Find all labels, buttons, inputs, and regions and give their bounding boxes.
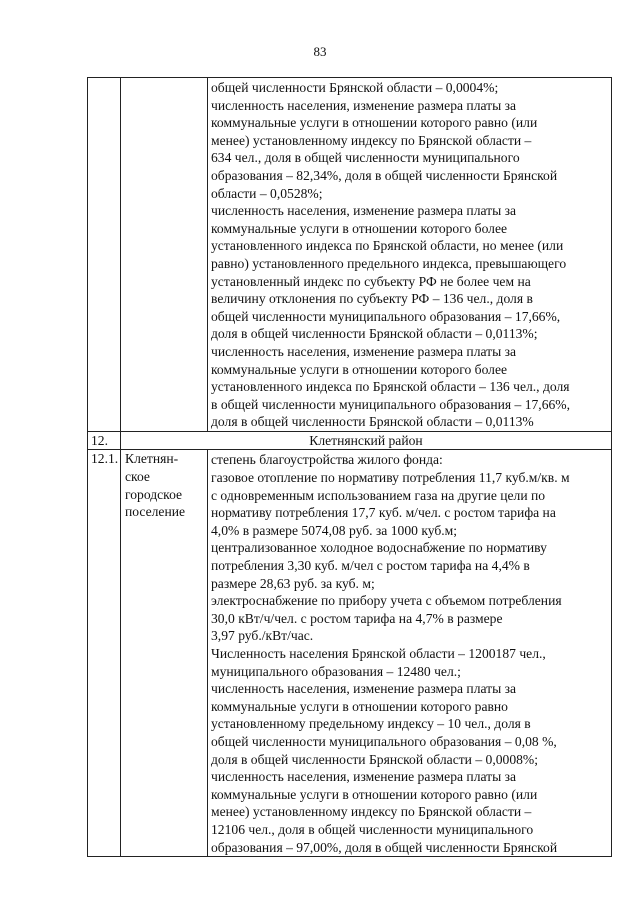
municipality-name: [121, 450, 208, 857]
description-line: нормативу потребления 17,7 куб. м/чел. с ростом тарифа на: [211, 505, 556, 521]
description-line: степень благоустройства жилого фонда:: [211, 452, 443, 468]
municipality-name: [121, 78, 208, 432]
municipality-name-line: городское: [125, 486, 183, 502]
page-number: 83: [313, 44, 327, 59]
description-line: Численность населения Брянской области – 1200187 чел.,: [211, 646, 546, 661]
description-line: потребления 3,30 куб. м/чел с ростом тарифа на 4,4% в: [211, 558, 530, 574]
row-number: [88, 78, 121, 432]
description-line: 3,97 руб./кВт/час.: [211, 628, 314, 644]
description-line: установленный индекс по субъекту РФ не более чем на: [211, 273, 531, 289]
description-line: общей численности муниципального образования – 0,08 %,: [211, 733, 557, 749]
description-line: численность населения, изменение размера платы за: [211, 343, 517, 359]
description-line: численность населения, изменение размера платы за: [211, 97, 517, 113]
description-line: 4,0% в размере 5074,08 руб. за 1000 куб.м;: [211, 522, 458, 538]
row-number: 12.1.: [88, 450, 121, 857]
description-line: электроснабжение по прибору учета с объемом потребления: [211, 593, 562, 609]
description-line: 12106 чел., доля в общей численности муниципального: [211, 821, 534, 837]
description-line: в общей численности муниципального образования – 17,66%,: [211, 396, 571, 412]
description-line: с одновременным использованием газа на другие цели по: [211, 487, 546, 503]
description-line: менее) установленному индексу по Брянской области –: [211, 132, 532, 148]
description-line: доля в общей численности Брянской области – 0,0113%;: [211, 326, 538, 342]
row-number: 12.: [88, 431, 121, 450]
description-line: размере 28,63 руб. за куб. м;: [211, 575, 375, 591]
description-line: общей численности муниципального образования – 17,66%,: [211, 308, 561, 324]
municipality-name-line: ское: [125, 469, 150, 485]
description-cell: [208, 450, 612, 857]
description-line: муниципального образования – 12480 чел.;: [211, 663, 461, 679]
district-heading: Клетнянский район: [121, 431, 612, 450]
table-row: [88, 78, 612, 432]
table-row: [88, 431, 612, 450]
description-line: 30,0 кВт/ч/чел. с ростом тарифа на 4,7% в размере: [211, 610, 503, 626]
description-line: коммунальные услуги в отношении которого равно: [211, 698, 508, 714]
description-line: установленного индекса по Брянской области, но менее (или: [211, 238, 564, 254]
description-line: образования – 97,00%, доля в общей численности Брянской: [211, 839, 558, 855]
description-line: менее) установленному индексу по Брянской области –: [211, 804, 532, 820]
description-line: газовое отопление по нормативу потребления 11,7 куб.м/кв. м: [211, 470, 570, 486]
description-line: равно) установленного предельного индекса, превышающего: [211, 255, 567, 271]
description-line: установленному предельному индексу – 10 чел., доля в: [211, 716, 531, 732]
description-line: области – 0,0528%;: [211, 185, 323, 201]
description-line: доля в общей численности Брянской области – 0,0113%: [211, 414, 534, 430]
description-line: общей численности Брянской области – 0,0004%;: [211, 80, 499, 95]
description-line: коммунальные услуги в отношении которого более: [211, 361, 508, 377]
description-line: централизованное холодное водоснабжение по нормативу: [211, 540, 547, 556]
municipality-name-line: Клетнян-: [125, 451, 179, 467]
municipality-name-line: поселение: [125, 504, 186, 520]
description-line: доля в общей численности Брянской области – 0,0008%;: [211, 751, 539, 767]
data-table: [87, 77, 612, 857]
description-line: численность населения, изменение размера платы за: [211, 769, 517, 785]
description-line: коммунальные услуги в отношении которого равно (или: [211, 786, 538, 802]
description-line: образования – 82,34%, доля в общей численности Брянской: [211, 167, 558, 183]
description-line: коммунальные услуги в отношении которого более: [211, 220, 508, 236]
description-line: коммунальные услуги в отношении которого равно (или: [211, 115, 538, 131]
description-line: численность населения, изменение размера платы за: [211, 203, 517, 219]
description-line: 634 чел., доля в общей численности муниципального: [211, 150, 520, 166]
table-row: [88, 450, 612, 857]
description-cell: [208, 78, 612, 432]
description-line: установленного индекса по Брянской области – 136 чел., доля: [211, 379, 570, 395]
description-line: численность населения, изменение размера платы за: [211, 681, 517, 697]
description-line: величину отклонения по субъекту РФ – 136 чел., доля в: [211, 291, 533, 307]
